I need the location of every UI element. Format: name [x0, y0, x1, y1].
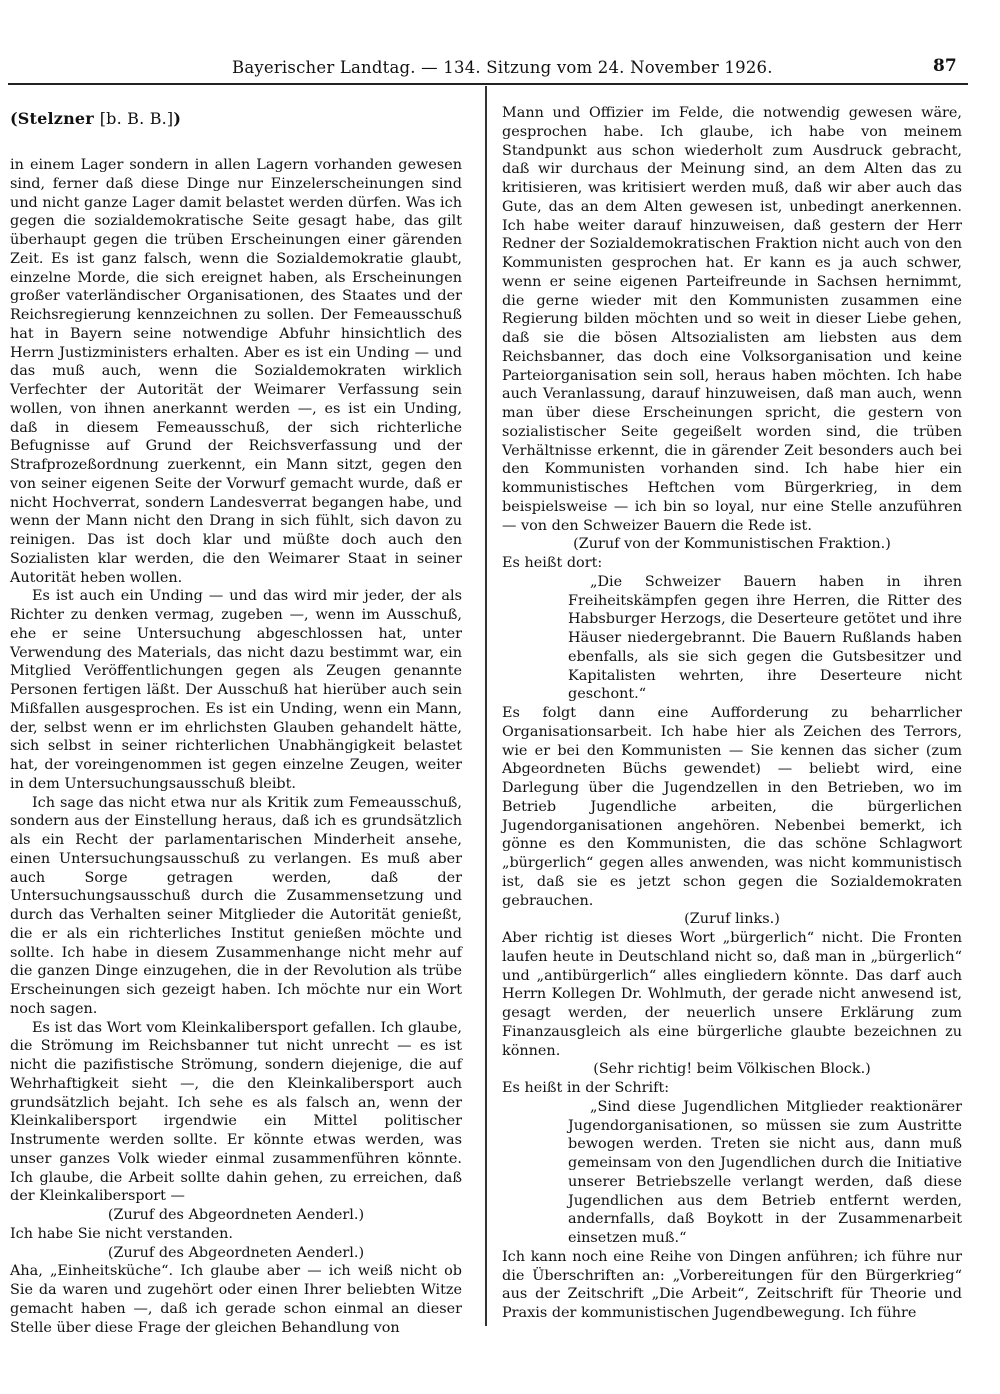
paragraph: Aber richtig ist dieses Wort „bürgerlich“ nicht. Die Fronten laufen heute in Deutschland nicht so, daß man in „bürgerlich“ und „antibürgerlich“ alles eingliedern könnte. Das darf auch Herrn Kollegen Dr. Wohlmuth, der gerade nicht anwesend ist, gesagt werden, der neuerlich unsere Erklärung zum Finanzausgleich als eine bürgerliche glaubte bezeichnen zu können.	[502, 930, 962, 1059]
interjection: (Zuruf von der Kommunistischen Fraktion.)	[573, 536, 891, 553]
quotation: „Die Schweizer Bauern haben in ihren Freiheitskämpfen gegen ihre Herren, die Ritter des Habsburger Herzogs, die Deserteure getötet und ihre Häuser niedergebrannt. Die Bauern Rußlands haben ebenfalls, als sie sich gegen die Gutsbesitzer und Kapitalisten wehrten, ihre Deserteure nicht geschont.“	[568, 573, 962, 703]
column-divider	[485, 86, 487, 1326]
interjection: (Zuruf des Abgeordneten Aenderl.)	[107, 1244, 365, 1261]
paragraph: in einem Lager sondern in allen Lagern vorhanden gewesen sind, ferner daß diese Dinge nur Einzelerscheinungen sind und nicht ganze Lager damit belastet werden dürfen. Was ich gegen die sozialdemokratische Seite gesagt habe, das gilt überhaupt gegen die trüben Erscheinungen einer gärenden Zeit. Es ist ganz falsch, wenn die Sozialdemokratie glaubt, einzelne Morde, die sich ereignet haben, als Erscheinungen großer vaterländischer Organisationen, des Staates und der Reichsregierung kennzeichnen zu sollen. Der Femeausschuß hat in Bayern seine notwendige Abfuhr hinsichtlich des Herrn Justizministers erhalten. Aber es ist ein Unding — und das muß auch, wenn die Sozialdemokraten wirklich Verfechter der Autorität der Weimarer Verfassung sein wollen, von ihnen anerkannt werden —, es ist ein Unding, daß in diesem Femeausschuß, der sich richterliche Befugnisse auf Grund der Reichsverfassung und der Strafprozeßordnung zuerkennt, ein Mann sitzt, gegen den von seiner eigenen Seite der Vorwurf gemacht wurde, daß er nicht Hochverrat, sondern Landesverrat begangen habe, und wenn der Mann nicht den Drang in sich fühlt, sich davon zu reinigen. Das ist doch klar und müßte doch auch den Sozialisten klar werden, die den Weimarer Staat in seiner Autorität heben wollen.	[10, 157, 462, 586]
header-rule	[8, 83, 968, 85]
paragraph: Es ist das Wort vom Kleinkalibersport gefallen. Ich glaube, die Strömung im Reichsbanner tut nicht unrecht — es ist nicht die pazifistische Strömung, sondern diejenige, die auf Wehrhaftigkeit sieht —, die den Kleinkalibersport auch grundsätzlich bejaht. Ich sehe es als falsch an, wenn der Kleinkalibersport irgendwie ein Mittel politischer Instrumente werden sollte. Er könnte etwas werden, was unser ganzes Volk wieder einmal zusammenführen könnte. Ich glaube, die Arbeit sollte dahin gehen, zu erreichen, daß der Kleinkalibersport —	[10, 1019, 462, 1205]
running-header	[0, 58, 1000, 82]
paragraph: Es folgt dann eine Aufforderung zu beharrlicher Organisationsarbeit. Ich habe hier als Zeichen des Terrors, wie er bei den Kommunisten — Sie kennen das sicher (zum Abgeordneten Büchs gewendet) — beliebt wird, eine Darlegung über die Jugendzellen in den Betrieben, wo im Betrieb Jugendliche arbeiten, die bürgerlichen Jugendorganisationen angehören. Nebenbei bemerkt, ich gönne es den Kommunisten, die das schöne Schlagwort „bürgerlich“ gegen alles anwenden, was nicht kommunistisch ist, daß sie es jetzt schon gegen die Sozialdemokraten gebrauchen.	[502, 705, 962, 909]
paragraph: Ich sage das nicht etwa nur als Kritik zum Femeausschuß, sondern aus der Einstellung heraus, daß ich es grundsätzlich als ein Recht der parlamentarischen Minderheit ansehe, einen Untersuchungsausschuß zu verlangen. Es muß aber auch Sorge getragen werden, daß der Untersuchungsausschuß durch die Zusammensetzung und durch das Verhalten seiner Mitglieder die Autorität genießt, die er als ein richterliches Institut genießen möchte und sollte. Ich habe in diesem Zusammenhange nicht mehr auf die ganzen Dinge einzugehen, die in der Revolution als trübe Erscheinungen sich gezeigt haben. Ich möchte nur ein Wort noch sagen.	[10, 794, 462, 1017]
page-number: 87	[933, 56, 957, 76]
header-title: Bayerischer Landtag. — 134. Sitzung vom 24. November 1926.	[232, 58, 773, 77]
quotation: „Sind diese Jugendlichen Mitglieder reaktionärer Jugendorganisationen, so müssen sie zum Austritte bewogen werden. Treten sie nicht aus, dann muß gemeinsam von den Jugendlichen durch die Initiative unserer Betriebszelle verlangt werden, daß diese Jugendlichen aus dem Betrieb entfernt werden, andernfalls, daß Boykott in der Zusammenarbeit einsetzen muß.“	[568, 1098, 962, 1246]
paragraph: Mann und Offizier im Felde, die notwendig gewesen wäre, gesprochen habe. Ich glaube, ich habe von meinem Standpunkt aus schon wiederholt zum Ausdruck gebracht, daß wir durchaus der Meinung sind, an dem Alten das zu kritisieren, was kritisiert werden muß, daß wir aber auch das Gute, das an dem Alten gewesen ist, unbedingt anerkennen. Ich habe weiter darauf hinzuweisen, daß gestern der Herr Redner der Sozialdemokratischen Fraktion nicht auch von den Kommunisten gesprochen hat. Er kann es ja auch schwer, wenn er seine eigenen Parteifreunde in Sachsen hernimmt, die gerne wieder mit den Kommunisten zusammen eine Regierung bilden möchten und so weit in dieser Liebe gehen, daß sie die bösen Altsozialisten am liebsten aus dem Reichsbanner, das doch eine Volksorganisation und keine Parteiorganisation sein soll, heraus haben möchten. Ich habe auch Veranlassung, darauf hinzuweisen, daß man auch, wenn man über diese Erscheinungen spricht, die gestern von sozialistischer Seite gegeißelt worden sind, die trüben Verhältnisse erkennt, die in gärender Zeit besonders auch bei den Kommunisten vorhanden sind. Ich habe hier ein kommunistisches Heftchen vom Bürgerkrieg, in dem beispielsweise — ich bin so loyal, nur eine Stelle anzuführen — von den Schweizer Bauern die Rede ist.	[502, 105, 962, 534]
speaker-label: (Stelzner [b. B. B.])	[10, 109, 182, 128]
paragraph: Es heißt in der Schrift:	[502, 1080, 670, 1096]
paragraph: Aha, „Einheitsküche“. Ich glaube aber — ich weiß nicht ob Sie da waren und zugehört oder einen Ihrer beliebten Witze gemacht haben —, daß ich gerade schon einmal an dieser Stelle über diese Frage der gleichen Behandlung von	[10, 1263, 462, 1336]
paragraph: Ich kann noch eine Reihe von Dingen anführen; ich führe nur die Überschriften an: „Vorbereitungen für den Bürgerkrieg“ aus der Zeitschrift „Die Arbeit“, Zeitschrift für Theorie und Praxis der kommunistischen Jugendbewegung. Ich führe	[502, 1248, 962, 1321]
speaker-name: Stelzner	[17, 109, 94, 128]
interjection: (Zuruf des Abgeordneten Aenderl.)	[107, 1207, 365, 1223]
speaker-party: [b. B. B.]	[99, 109, 174, 128]
left-column	[10, 108, 462, 1337]
interjection: (Zuruf links.)	[684, 911, 780, 928]
interjection: (Sehr richtig! beim Völkischen Block.)	[593, 1061, 871, 1078]
paragraph: Ich habe Sie nicht verstanden.	[10, 1225, 233, 1242]
right-column	[502, 104, 962, 1323]
paragraph: Es heißt dort:	[502, 555, 603, 571]
paragraph: Es ist auch ein Unding — und das wird mir jeder, der als Richter zu denken vermag, zugeben —, wenn im Ausschuß, ehe er seine Untersuchung abgeschlossen hat, unter Verwendung des Materials, das nicht dazu bestimmt war, ein Mitglied Veröffentlichungen gegen als Zeugen genannte Personen fertigen läßt. Der Ausschuß hat hierüber auch sein Mißfallen ausgesprochen. Es ist ein Unding, wenn ein Mann, der, selbst wenn er im ehrlichsten Glauben gehandelt hätte, sich selbst in seiner richterlichen Unabhängigkeit belastet hat, der voreingenommen ist gegen einzelne Zeugen, weiter in dem Untersuchungsausschuß bleibt.	[10, 588, 462, 792]
